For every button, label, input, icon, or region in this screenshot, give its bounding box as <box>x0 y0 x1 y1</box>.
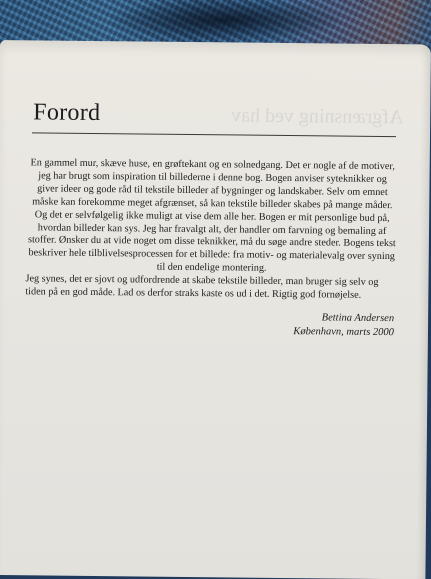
page-edge-shadow <box>415 44 431 579</box>
book-page <box>0 40 431 579</box>
signature-place-date: København, marts 2000 <box>293 326 395 339</box>
show-through-heading: Afgrænsning ved hav <box>231 104 404 129</box>
foreword-paragraph-1: En gammel mur, skæve huse, en grøftekant og en solnedgang. Det er nogle af de motiver, jeg har brugt som inspiration til billederne i denne bog. Bogen anviser syteknikker og giver ideer og gode råd til tekstile billeder af bygninger og landskaber. Selv om emnet måske kan forekomme meget afgrænset, så kan tekstile billeder skabes på mange måder. Og det er selvfølgelig ikke muligt at vise dem alle her. Bogen er mit personlige bud på, hvordan billeder kan sys. Jeg har fravalgt alt, der handler om farvning og bemaling af stoffer. Ønsker du at vide noget om disse teknikker, må du søge andre steder. Bogens tekst beskriver hele tilblivelsesprocessen for et billede: fra motiv- og materialevalg over syning til den endelige montering. <box>27 157 396 275</box>
page-title: Forord <box>33 99 101 127</box>
foreword-body <box>25 157 398 303</box>
fabric-shadow <box>110 0 340 40</box>
signature-name: Bettina Andersen <box>321 312 395 325</box>
title-rule <box>32 132 396 137</box>
signature-block <box>293 311 394 340</box>
foreword-paragraph-2: Jeg synes, det er sjovt og udfordrende at skabe tekstile billeder, man bruger sig selv og tiden på en god måde. Lad os derfor straks kaste os ud i det. Rigtig god fornøjelse. <box>25 273 379 301</box>
